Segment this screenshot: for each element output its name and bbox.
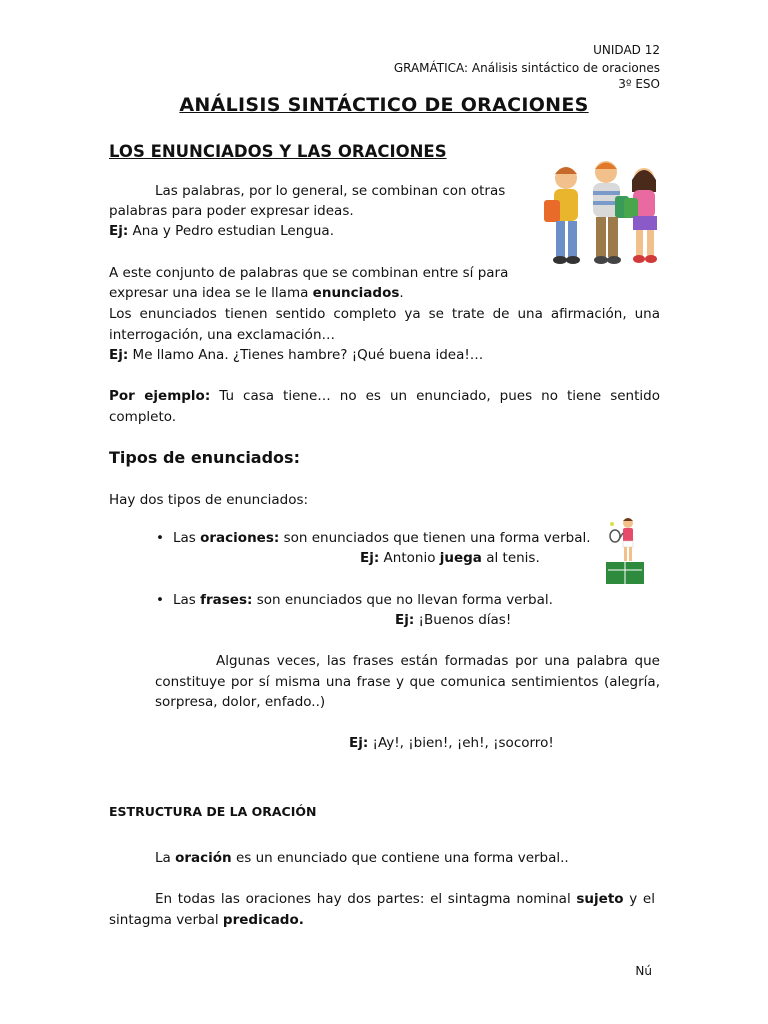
term-sujeto: sujeto	[576, 891, 624, 907]
example-text: ¡Ay!, ¡bien!, ¡eh!, ¡socorro!	[368, 735, 554, 751]
text: En todas las oraciones hay dos partes: el sintagma nominal	[155, 891, 577, 907]
text: .	[399, 285, 404, 301]
paragraph	[109, 386, 660, 427]
text: son enunciados que tienen una forma verbal.	[279, 530, 591, 546]
text: Las	[173, 530, 201, 546]
example-line	[109, 221, 334, 242]
example-text: ¡Buenos días!	[414, 612, 512, 628]
paragraph: Algunas veces, las frases están formadas por una palabra que constituye por sí misma una frase y que comunica sentimientos (alegría, sorpresa, dolor, enfado..)	[155, 653, 660, 710]
section-heading-enunciados: LOS ENUNCIADOS Y LAS ORACIONES	[109, 142, 447, 161]
term-juega: juega	[439, 550, 482, 566]
paragraph-line: A este conjunto de palabras que se combinan entre sí para	[109, 265, 509, 281]
example-label: Ej:	[109, 223, 129, 239]
bullet-icon: •	[156, 592, 164, 608]
text: Antonio	[379, 550, 440, 566]
example-line	[360, 548, 540, 569]
paragraph-line: Las palabras, por lo general, se combinan con otras	[155, 183, 506, 199]
paragraph: Los enunciados tienen sentido completo ya se trate de una afirmación, una interrogación, una exclamación…	[109, 306, 660, 343]
text: son enunciados que no llevan forma verbal.	[252, 592, 553, 608]
text: al tenis.	[481, 550, 540, 566]
section-heading-estructura: ESTRUCTURA DE LA ORACIÓN	[109, 804, 317, 819]
label: Por ejemplo:	[109, 388, 211, 404]
tennis-player-illustration	[606, 516, 644, 584]
example-label: Ej:	[360, 550, 380, 566]
term-oraciones: oraciones:	[200, 530, 280, 546]
header-subject: GRAMÁTICA: Análisis sintáctico de oraciones	[393, 61, 660, 75]
text: Las	[173, 592, 201, 608]
example-text: Ana y Pedro estudian Lengua.	[128, 223, 334, 239]
term-enunciados: enunciados	[312, 285, 400, 301]
example-line	[109, 345, 483, 366]
example-text: Me llamo Ana. ¿Tienes hambre? ¡Qué buena idea!…	[128, 347, 484, 363]
paragraph	[109, 889, 655, 930]
example-label: Ej:	[349, 735, 369, 751]
header-unit: UNIDAD 12	[593, 43, 660, 57]
bullet-icon: •	[156, 530, 164, 546]
text: y el sintagma verbal	[109, 891, 655, 928]
text: Tu casa tiene… no es un enunciado, pues no tiene sentido completo.	[109, 388, 660, 425]
paragraph-line: palabras para poder expresar ideas.	[109, 203, 354, 219]
text: La	[155, 850, 176, 866]
page-title: ANÁLISIS SINTÁCTICO DE ORACIONES	[179, 94, 589, 116]
list-item-oraciones	[156, 528, 591, 549]
term-frases: frases:	[200, 592, 253, 608]
paragraph-line: Hay dos tipos de enunciados:	[109, 492, 309, 508]
example-line	[349, 733, 554, 754]
paragraph-line	[155, 848, 569, 869]
example-label: Ej:	[109, 347, 129, 363]
paragraph-line	[109, 283, 404, 304]
text: es un enunciado que contiene una forma verbal..	[231, 850, 569, 866]
kids-illustration	[540, 158, 668, 270]
list-item-frases	[156, 590, 553, 611]
term-oracion: oración	[175, 850, 232, 866]
example-label: Ej:	[395, 612, 415, 628]
header-course: 3º ESO	[618, 77, 660, 91]
example-line	[395, 610, 511, 631]
text: expresar una idea se le llama	[109, 285, 313, 301]
section-heading-tipos: Tipos de enunciados:	[109, 448, 300, 467]
term-predicado: predicado.	[222, 911, 304, 928]
page-number: Nú	[635, 964, 652, 978]
